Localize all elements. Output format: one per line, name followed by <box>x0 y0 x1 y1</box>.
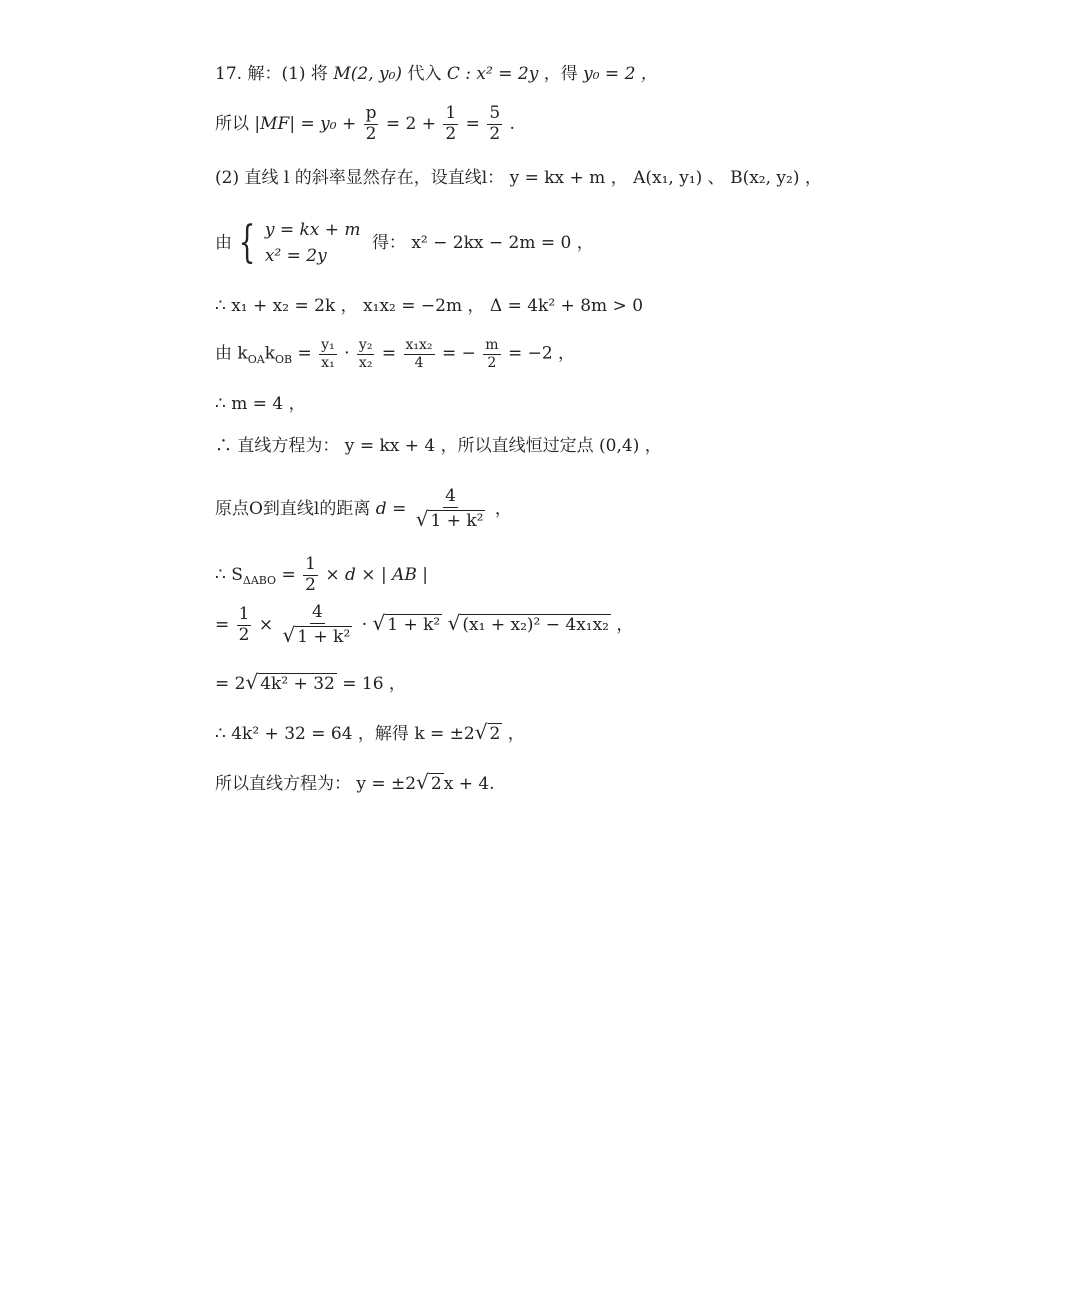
sqrt-sign: √ <box>416 770 429 794</box>
line-final-answer: 所以直线方程为： y = ±2√ 2 x + 4. <box>215 770 495 794</box>
equation-system: y = kx + m x² = 2y <box>264 220 361 267</box>
line-area-expand: = $\frac{1}{2}$ × $\frac{4}{\text{√ 1 + k²}}$ · √ 1 + k² √ (x₁ + x₂)² − 4x₁x₂ ， <box>215 602 634 647</box>
line-vieta: ∴ x₁ + x₂ = 2k ， x₁x₂ = −2m ， Δ = 4k² + 8m > 0 <box>215 296 644 316</box>
line-origin-distance: 原点O到直线l的距离 d = $\frac{4}{\text{√ 1 + k²}}$ ， <box>215 486 512 531</box>
line-m-value: ∴ m = 4 ， <box>215 394 306 414</box>
fraction-m-over-2: $\frac{m}{2}$ <box>485 337 499 371</box>
fraction-y1-x1: $\frac{\text{y₁}}{\text{x₁}}$ <box>321 337 335 371</box>
line-slope-product: 由 $k_{OA}k_{OB}$ = $\frac{\text{y₁}}{\text{x₁}}$ · $\frac{\text{y₂}}{\text{x₂}}$ = $\frac{\text{x₁x₂}}{4}$ = − $\frac{m}{2}$ = −2 ， <box>215 337 576 371</box>
line-mf-distance: 所以 |MF| = y₀ + $\frac{p}{2}$ = 2 + $\frac{1}{2}$ = $\frac{5}{2}$ . <box>215 103 515 144</box>
problem-number: 17. 解：(1) 将 <box>215 64 328 84</box>
line-system: 由 { y = kx + m x² = 2y 得： x² − 2kx − 2m = 0 ， <box>215 217 594 269</box>
fraction-distance: $\frac{4}{\text{√ 1 + k²}}$ <box>415 486 484 531</box>
fraction-5-over-2: $\frac{5}{2}$ <box>489 103 501 144</box>
fraction-half-2: $\frac{1}{2}$ <box>238 604 250 645</box>
fraction-4-over-sqrt: $\frac{4}{\text{√ 1 + k²}}$ <box>282 602 351 647</box>
sqrt-sign: √ <box>474 720 488 744</box>
sqrt-sign: √ <box>245 670 259 694</box>
fraction-half: $\frac{1}{2}$ <box>305 554 316 595</box>
line-part2-setup: (2) 直线 l 的斜率显然存在，设直线l： y = kx + m ， A(x₁, y₁) 、 B(x₂, y₂) ， <box>215 168 822 188</box>
line-part1-intro: 17. 解：(1) 将 M(2, y₀) 代入 C : x² = 2y ，得 y₀ = 2 ， <box>215 64 658 84</box>
fraction-p-over-2: $\frac{p}{2}$ <box>365 103 377 144</box>
sqrt-sign: √ <box>447 610 461 635</box>
sqrt-sign: √ <box>372 610 386 635</box>
line-area-formula: ∴ $S_{\Delta ABO}$ = $\frac{1}{2}$ × d × | AB | <box>215 554 428 595</box>
sqrt-sign: √ <box>415 506 429 531</box>
line-fixed-point: ∴ 直线方程为： y = kx + 4 ，所以直线恒过定点 (0,4) ， <box>215 436 662 456</box>
line-area-value: = 2√ 4k² + 32 = 16 ， <box>215 670 406 694</box>
line-solve-k: ∴ 4k² + 32 = 64 ，解得 k = ±2√ 2 ， <box>215 720 525 744</box>
fraction-x1x2-over-4: $\frac{\text{x₁x₂}}{4}$ <box>405 337 433 371</box>
fraction-y2-x2: $\frac{\text{y₂}}{\text{x₂}}$ <box>358 337 373 371</box>
fraction-1-over-2: $\frac{1}{2}$ <box>445 103 457 144</box>
left-brace: { <box>239 217 256 269</box>
